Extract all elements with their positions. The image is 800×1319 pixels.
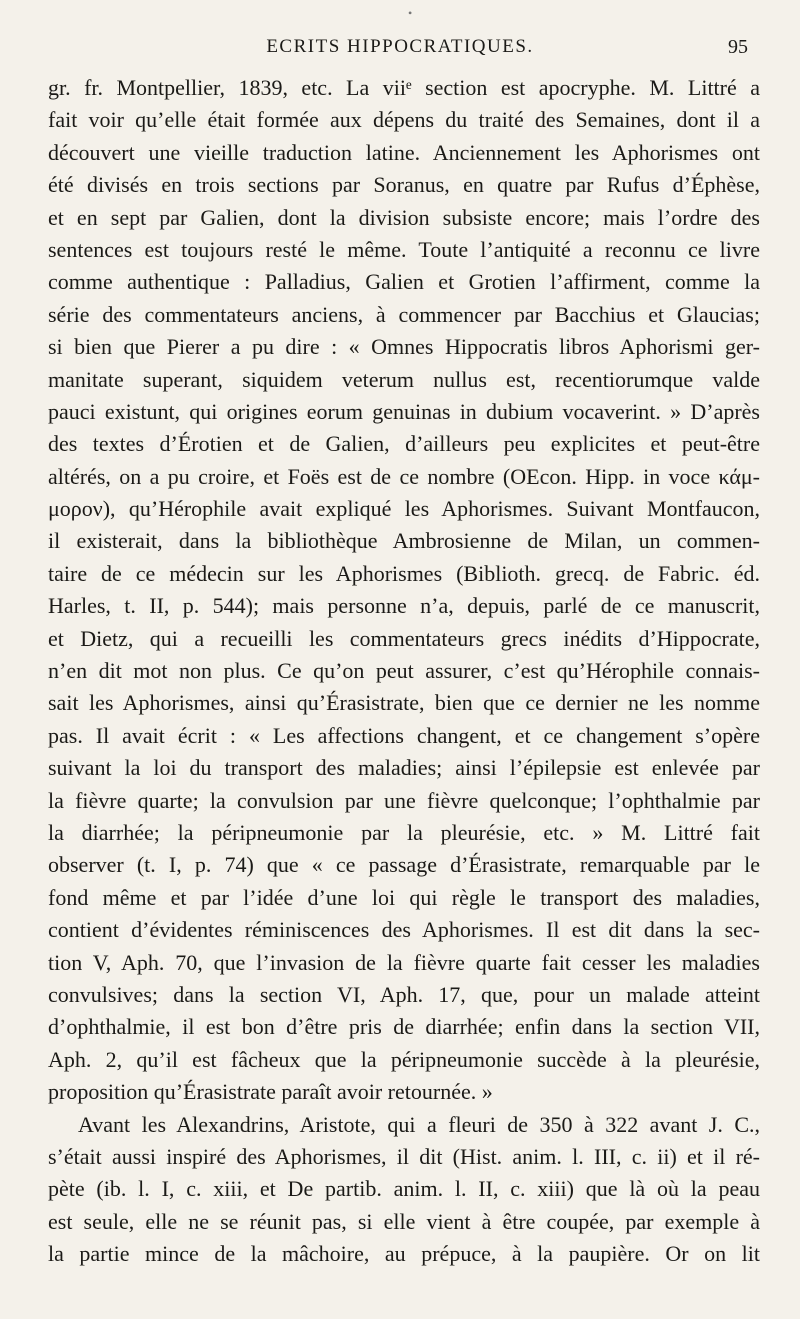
text-line: comme authentique : Palladius, Galien et Grotien l’affirment, comme la: [48, 269, 760, 295]
printer-mark: •: [408, 6, 413, 20]
text-line: la fièvre quarte; la convulsion par une fièvre quelconque; l’ophthalmie par: [48, 787, 760, 813]
text-line: pauci existunt, qui origines eorum genuinas in dubium vocaverint. » D’après: [48, 398, 760, 424]
text-line: la diarrhée; la péripneumonie par la pleurésie, etc. » M. Littré fait: [48, 819, 760, 845]
text-line: fond même et par l’idée d’une loi qui règle le transport des maladies,: [48, 884, 760, 910]
text-line: si bien que Pierer a pu dire : « Omnes Hippocratis libros Aphorismi ger-: [48, 334, 760, 360]
paragraph-end-line: proposition qu’Érasistrate paraît avoir retournée. »: [48, 1079, 493, 1105]
text-line: tion V, Aph. 70, que l’invasion de la fièvre quarte fait cesser les maladies: [48, 949, 760, 975]
text-line: et Dietz, qui a recueilli les commentateurs grecs inédits d’Hippocrate,: [48, 625, 760, 651]
text-line: pas. Il avait écrit : « Les affections changent, et ce changement s’opère: [48, 722, 760, 748]
text-line: d’ophthalmie, il est bon d’être pris de diarrhée; enfin dans la section VII,: [48, 1014, 760, 1040]
text-line: observer (t. I, p. 74) que « ce passage d’Érasistrate, remarquable par le: [48, 852, 760, 878]
text-line: altérés, on a pu croire, et Foës est de ce nombre (OEcon. Hipp. in voce κάμ-: [48, 463, 760, 489]
text-line: il existerait, dans la bibliothèque Ambrosienne de Milan, un commen-: [48, 528, 760, 554]
page-number: 95: [728, 36, 748, 58]
text-line: s’était aussi inspiré des Aphorismes, il dit (Hist. anim. l. III, c. ii) et il ré-: [48, 1143, 760, 1169]
text-line: sentences est toujours resté le même. Toute l’antiquité a reconnu ce livre: [48, 236, 760, 262]
text-line: été divisés en trois sections par Soranus, en quatre par Rufus d’Éphèse,: [48, 172, 760, 198]
text-line: manitate superant, siquidem veterum nullus est, recentiorumque valde: [48, 366, 760, 392]
text-line: sait les Aphorismes, ainsi qu’Érasistrate, bien que ce dernier ne les nomme: [48, 690, 760, 716]
text-line: convulsives; dans la section VI, Aph. 17, que, pour un malade atteint: [48, 981, 760, 1007]
running-head: [0, 34, 800, 62]
text-line: la partie mince de la mâchoire, au prépuce, à la paupière. Or on lit: [48, 1241, 760, 1267]
text-line: Aph. 2, qu’il est fâcheux que la péripneumonie succède à la pleurésie,: [48, 1046, 760, 1072]
text-line: est seule, elle ne se réunit pas, si elle vient à être coupée, par exemple à: [48, 1208, 760, 1234]
text-line: taire de ce médecin sur les Aphorismes (Biblioth. grecq. de Fabric. éd.: [48, 560, 760, 586]
text-line: suivant la loi du transport des maladies; ainsi l’épilepsie est enlevée par: [48, 755, 760, 781]
text-line: gr. fr. Montpellier, 1839, etc. La viiᵉ section est apocryphe. M. Littré a: [48, 75, 760, 100]
paragraph-start-line: Avant les Alexandrins, Aristote, qui a fleuri de 350 à 322 avant J. C.,: [78, 1111, 760, 1137]
text-line: Harles, t. II, p. 544); mais personne n’a, depuis, parlé de ce manuscrit,: [48, 593, 760, 619]
text-line: et en sept par Galien, dont la division subsiste encore; mais l’ordre des: [48, 204, 760, 230]
running-head-title: ECRITS HIPPOCRATIQUES.: [266, 36, 534, 57]
text-line: pète (ib. l. I, c. xiii, et De partib. anim. l. II, c. xiii) que là où la peau: [48, 1176, 760, 1202]
text-line: des textes d’Érotien et de Galien, d’ailleurs peu explicites et peut-être: [48, 431, 760, 457]
text-line: contient d’évidentes réminiscences des Aphorismes. Il est dit dans la sec-: [48, 917, 760, 943]
text-line: μορον), qu’Hérophile avait expliqué les Aphorismes. Suivant Montfaucon,: [48, 496, 760, 522]
text-line: découvert une vieille traduction latine. Anciennement les Aphorismes ont: [48, 139, 760, 165]
text-line: n’en dit mot non plus. Ce qu’on peut assurer, c’est qu’Hérophile connais-: [48, 658, 760, 684]
text-line: série des commentateurs anciens, à commencer par Bacchius et Glaucias;: [48, 301, 760, 327]
body-text: [48, 72, 760, 1270]
text-line: fait voir qu’elle était formée aux dépens du traité des Semaines, dont il a: [48, 107, 760, 133]
